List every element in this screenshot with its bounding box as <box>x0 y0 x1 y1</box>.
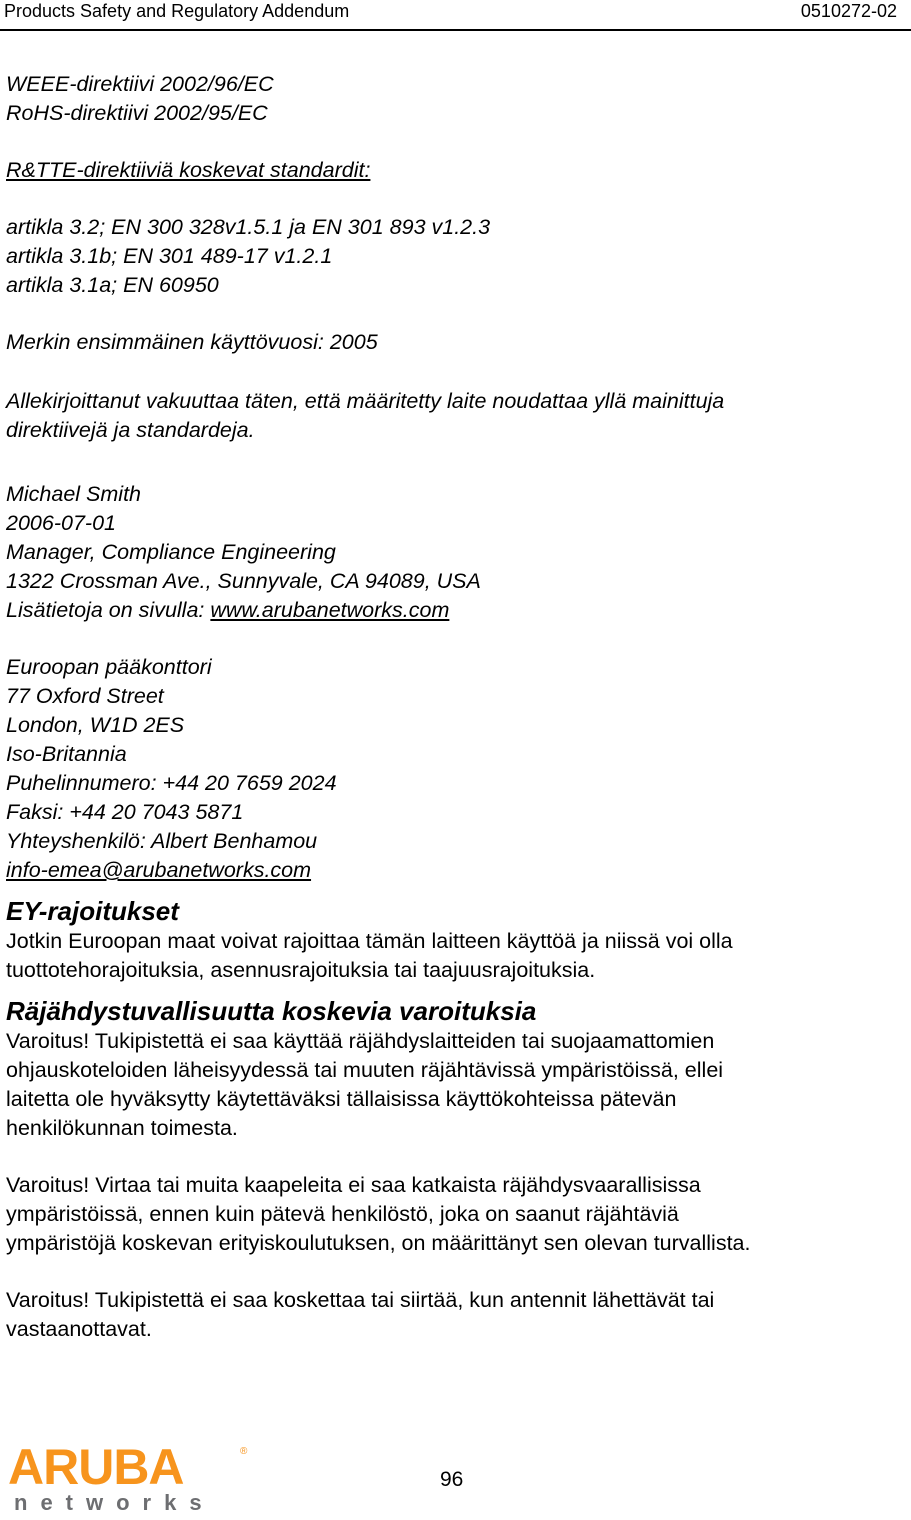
page-number: 96 <box>440 1468 464 1491</box>
office-email-link[interactable]: info-emea@arubanetworks.com <box>6 858 312 882</box>
signer-address: 1322 Crossman Ave., Sunnyvale, CA 94089, USA <box>6 569 481 593</box>
restrictions-heading: EY-rajoitukset <box>6 896 179 926</box>
office-fax: Faksi: +44 20 7043 5871 <box>6 800 244 824</box>
signer-name: Michael Smith <box>6 482 142 506</box>
office-name: Euroopan pääkonttori <box>6 655 212 679</box>
website-link[interactable]: www.arubanetworks.com <box>210 598 450 622</box>
registered-mark: ® <box>240 1446 248 1457</box>
office-contact: Yhteyshenkilö: Albert Benhamou <box>6 829 318 853</box>
standards-heading: R&TTE-direktiiviä koskevat standardit: <box>6 158 371 182</box>
office-city: London, W1D 2ES <box>6 713 185 737</box>
first-use-year: Merkin ensimmäinen käyttövuosi: 2005 <box>6 330 378 354</box>
warning-line: henkilökunnan toimesta. <box>6 1116 238 1140</box>
directives-block <box>6 70 896 128</box>
signer-block <box>6 480 896 625</box>
document-title: Products Safety and Regulatory Addendum <box>4 1 350 21</box>
declaration-line: direktiivejä ja standardeja. <box>6 418 255 442</box>
signer-date: 2006-07-01 <box>6 511 116 535</box>
standard-line: artikla 3.1b; EN 301 489-17 v1.2.1 <box>6 244 333 268</box>
logo-wordmark: ARUBA <box>8 1440 184 1495</box>
logo-subtitle: networks <box>14 1490 215 1515</box>
standard-line: artikla 3.2; EN 300 328v1.5.1 ja EN 301 893 v1.2.3 <box>6 215 491 239</box>
warning-2 <box>6 1171 896 1258</box>
warning-line: ympäristöjä koskevan erityiskoulutuksen, on määrittänyt sen olevan turvallista. <box>6 1231 751 1255</box>
warning-line: laitetta ole hyväksytty käytettäväksi tällaisissa käyttökohteissa pätevän <box>6 1087 677 1111</box>
restrictions-line: tuottotehorajoituksia, asennusrajoituksia tai taajuusrajoituksia. <box>6 958 596 982</box>
warning-line: ympäristöissä, ennen kuin pätevä henkilöstö, joka on saanut räjähtäviä <box>6 1202 679 1226</box>
page-content <box>6 70 896 1344</box>
office-street: 77 Oxford Street <box>6 684 164 708</box>
page-header <box>0 0 911 31</box>
warning-line: ohjauskoteloiden läheisyydessä tai muuten räjähtävissä ympäristöissä, ellei <box>6 1058 724 1082</box>
warning-line: Varoitus! Tukipistettä ei saa koskettaa tai siirtää, kun antennit lähettävät tai <box>6 1288 715 1312</box>
logo-graphic <box>6 1440 256 1515</box>
warning-line: Varoitus! Tukipistettä ei saa käyttää räjähdyslaitteiden tai suojaamattomien <box>6 1029 715 1053</box>
declaration-line: Allekirjoittanut vakuuttaa täten, että määritetty laite noudattaa yllä mainittuja <box>6 389 725 413</box>
info-line <box>6 596 896 625</box>
warning-line: vastaanottavat. <box>6 1317 152 1341</box>
explosion-heading: Räjähdystuvallisuutta koskevia varoituksia <box>6 996 537 1026</box>
warning-3 <box>6 1286 896 1344</box>
warning-1 <box>6 1027 896 1143</box>
restrictions-text <box>6 927 896 985</box>
standards-block <box>6 213 896 300</box>
standard-line: artikla 3.1a; EN 60950 <box>6 273 219 297</box>
info-label: Lisätietoja on sivulla: <box>6 598 211 622</box>
declaration <box>6 387 896 445</box>
document-number: 0510272-02 <box>800 1 897 21</box>
office-country: Iso-Britannia <box>6 742 127 766</box>
signer-title: Manager, Compliance Engineering <box>6 540 336 564</box>
aruba-networks-logo <box>6 1440 256 1515</box>
europe-office-block <box>6 653 896 885</box>
directive-line: WEEE-direktiivi 2002/96/EC <box>6 72 274 96</box>
directive-line: RoHS-direktiivi 2002/95/EC <box>6 101 268 125</box>
restrictions-line: Jotkin Euroopan maat voivat rajoittaa tämän laitteen käyttöä ja niissä voi olla <box>6 929 733 953</box>
warning-line: Varoitus! Virtaa tai muita kaapeleita ei saa katkaista räjähdysvaarallisissa <box>6 1173 701 1197</box>
office-phone: Puhelinnumero: +44 20 7659 2024 <box>6 771 337 795</box>
